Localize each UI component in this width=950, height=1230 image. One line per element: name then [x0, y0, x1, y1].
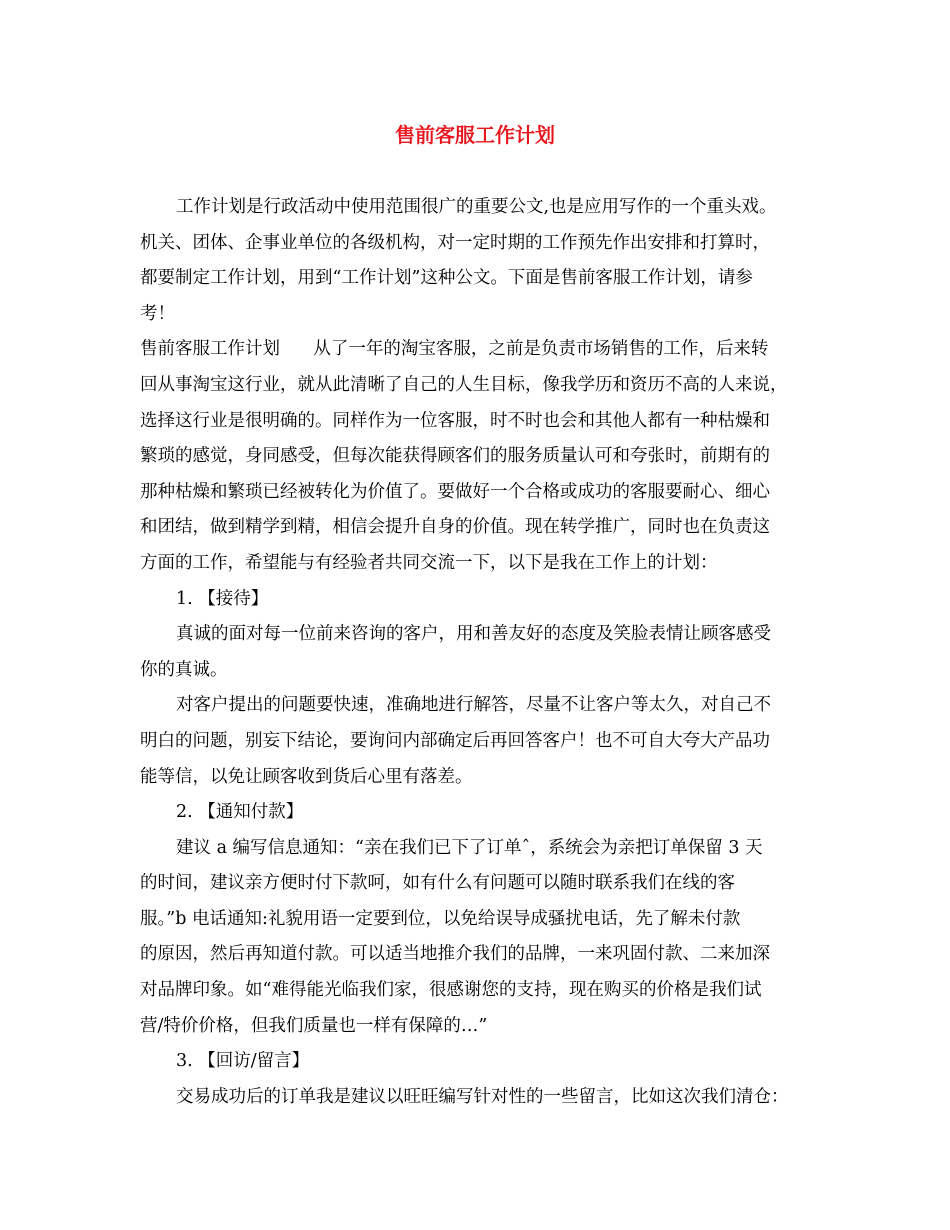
- text-line: 方面的工作，希望能与有经验者共同交流一下，以下是我在工作上的计划：: [140, 552, 718, 573]
- text-line: 3. 【回访/留言】: [176, 1051, 310, 1072]
- text-line: 对客户提出的问题要快速，准确地进行解答，尽量不让客户等太久，对自己不: [176, 695, 771, 716]
- text-line: 售前客服工作计划 从了一年的淘宝客服，之前是负责市场销售的工作，后来转: [140, 339, 769, 360]
- text-line: 营/特价价格，但我们质量也一样有保障的…”: [140, 1015, 488, 1036]
- text-line: 和团结，做到精学到精，相信会提升自身的价值。现在转学推广，同时也在负责这: [140, 517, 770, 538]
- text-line: 的原因，然后再知道付款。可以适当地推介我们的品牌，一来巩固付款、二来加深: [140, 944, 770, 965]
- text-line: 建议 a 编写信息通知：“亲在我们已下了订单ˆ，系统会为亲把订单保留 3 天: [176, 837, 763, 858]
- text-line: 那种枯燥和繁琐已经被转化为价值了。要做好一个合格或成功的客服要耐心、细心: [140, 481, 770, 502]
- document-body: [140, 190, 830, 1115]
- text-line: 交易成功后的订单我是建议以旺旺编写针对性的一些留言，比如这次我们清仓：: [176, 1086, 789, 1107]
- text-line: 繁琐的感觉，身同感受，但每次能获得顾客们的服务质量认可和夸张时，前期有的: [140, 446, 770, 467]
- text-line: 机关、团体、企事业单位的各级机构，对一定时期的工作预先作出安排和打算时，: [140, 232, 770, 253]
- text-line: 真诚的面对每一位前来咨询的客户，用和善友好的态度及笑脸表情让顾客感受: [176, 624, 771, 645]
- text-line: 1. 【接待】: [176, 588, 269, 609]
- text-line: 能等信，以免让顾客收到货后心里有落差。: [140, 766, 473, 787]
- text-line: 都要制定工作计划，用到“工作计划”这种公文。下面是售前客服工作计划，请参: [140, 268, 753, 289]
- text-line: 考！: [140, 303, 175, 324]
- text-line: 工作计划是行政活动中使用范围很广的重要公文,也是应用写作的一个重头戏。: [176, 197, 777, 217]
- text-line: 对品牌印象。如“难得能光临我们家，很感谢您的支持，现在购买的价格是我们试: [140, 980, 762, 1001]
- document-title: 售前客服工作计划: [395, 123, 555, 147]
- text-line: 回从事淘宝这行业，就从此清晰了自己的人生目标，像我学历和资历不高的人来说，: [140, 374, 788, 395]
- text-line: 2. 【通知付款】: [176, 802, 304, 823]
- text-line: 明白的问题，别妄下结论，要询问内部确定后再回答客户！也不可自大夸大产品功: [140, 730, 770, 751]
- text-line: 你的真诚。: [140, 659, 228, 680]
- text-line: 的时间，建议亲方便时付下款呵，如有什么有问题可以随时联系我们在线的客: [140, 873, 735, 894]
- text-line: 选择这行业是很明确的。同样作为一位客服，时不时也会和其他人都有一种枯燥和: [140, 410, 770, 431]
- text-line: 服。”b 电话通知:礼貌用语一定要到位，以免给误导成骚扰电话，先了解未付款: [140, 908, 741, 929]
